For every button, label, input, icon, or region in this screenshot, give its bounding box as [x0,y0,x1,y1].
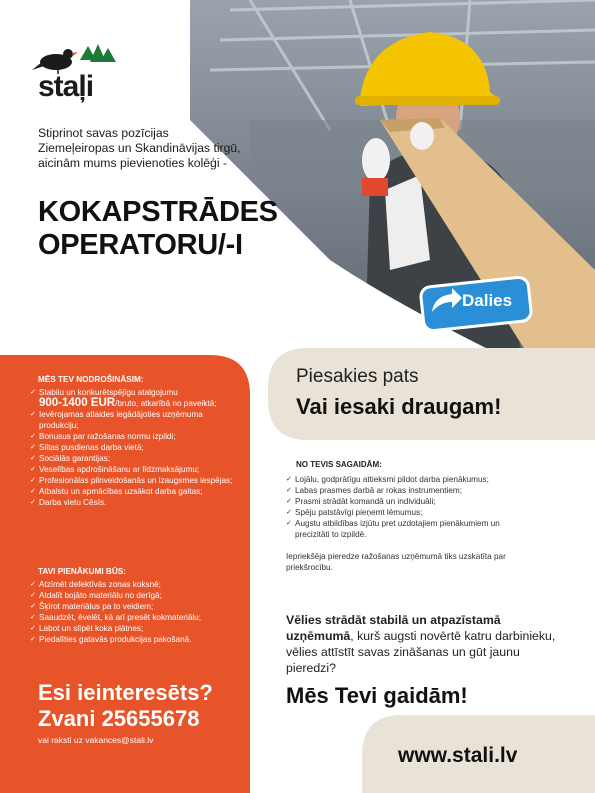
cta-phone[interactable]: Zvani 25655678 [38,706,200,731]
cta-email[interactable]: vai raksti uz vakances@stali.lv [38,735,154,745]
requirements-list [286,474,536,540]
requirement-item: ✓ Labas prasmes darbā ar rokas instrumentiem; [286,485,536,496]
requirement-item: ✓ Lojālu, godprātīgu attieksmi pildot darba pienākumus; [286,474,536,485]
requirement-item: ✓ Prasmi strādāt komandā un individuāli; [286,496,536,507]
closing-heading: Mēs Tevi gaidām! [286,683,468,708]
closing-text [286,612,556,676]
requirements-note: Iepriekšēja pieredze ražošanas uzņēmumā tiks uzskatīta par priekšrocību. [286,552,506,572]
website-link[interactable]: www.stali.lv [398,744,518,767]
salary-range: 900-1400 EUR [39,397,116,409]
closing-bold: Vēlies strādāt stabilā un atpazīstamā uzņēmumā [286,613,501,643]
offer-item-text: Stabilu un konkurētspējīgu atalgojumu [39,388,178,397]
requirements-title: NO TEVIS SAGAIDĀM: [296,460,382,469]
requirement-item: ✓ Augstu atbildības izjūtu pret uzdotajiem pienākumiem un precizitāti to izpildē. [286,518,536,540]
offer-item: ✓ Siltas pusdienas darba vietā; [30,442,240,453]
duty-item: ✓ Saaudzēt, ēvelēt, kā arī presēt kokmateriālu; [30,612,240,623]
offer-item [30,387,240,409]
job-title-line-1: KOKAPSTRĀDES [38,196,278,228]
duties-list [30,579,240,645]
share-button-label: Dalies [462,291,513,310]
apply-line-1: Piesakies pats [296,366,419,387]
duties-title: TAVI PIENĀKUMI BŪS: [38,567,126,576]
requirement-item: ✓ Spēju patstāvīgi pieņemt lēmumus; [286,507,536,518]
job-title-line-2: OPERATORU/-I [38,229,243,261]
offer-item: ✓ Darba vietu Cēsīs. [30,497,240,508]
duty-item: ✓ Atdalīt bojāto materiālu no derīgā; [30,590,240,601]
offer-item: ✓ Ievērojamas atlaides iegādājoties uzņēmuma produkciju; [30,409,240,431]
hero-photo [190,0,595,350]
intro-text: Stiprinot savas pozīcijas Ziemeļeiropas un Skandināvijas tirgū, aicinām mums pievienoties kolēģi - [38,126,241,170]
offer-item: ✓ Bonusus par ražošanas normu izpildi; [30,431,240,442]
duty-item: ✓ Šķirot materiālus pa to veidiem; [30,601,240,612]
offer-item: ✓ Atbalstu un apmācības uzsākot darba gaitas; [30,486,240,497]
logo-wordmark: staļi [38,70,94,103]
job-title [38,196,278,262]
offer-item: ✓ Profesionālas pilnveidošanās un izaugsmes iespējas; [30,475,240,486]
offer-list [30,387,240,508]
duty-item: ✓ Atzīmēt defektīvās zonas koksnē; [30,579,240,590]
closing-rest: , kurš augsti novērtē katru darbinieku, vēlies attīstīt savas zināšanas un gūt jaunu pieredzi? [286,629,556,675]
duty-item: ✓ Labot un slīpēt koka plātnes; [30,623,240,634]
duty-item: ✓ Piedalīties gatavās produkcijas pakošanā. [30,634,240,645]
cta-heading: Esi ieinteresēts? [38,680,213,705]
apply-line-2: Vai iesaki draugam! [296,394,502,419]
offer-item: ✓ Veselības apdrošināšanu ar līdzmaksājumu; [30,464,240,475]
offer-title: MĒS TEV NODROŠINĀSIM: [38,375,144,384]
offer-item-text: /bruto, atkarībā no paveiktā; [115,399,217,408]
offer-item: ✓ Sociālās garantijas; [30,453,240,464]
